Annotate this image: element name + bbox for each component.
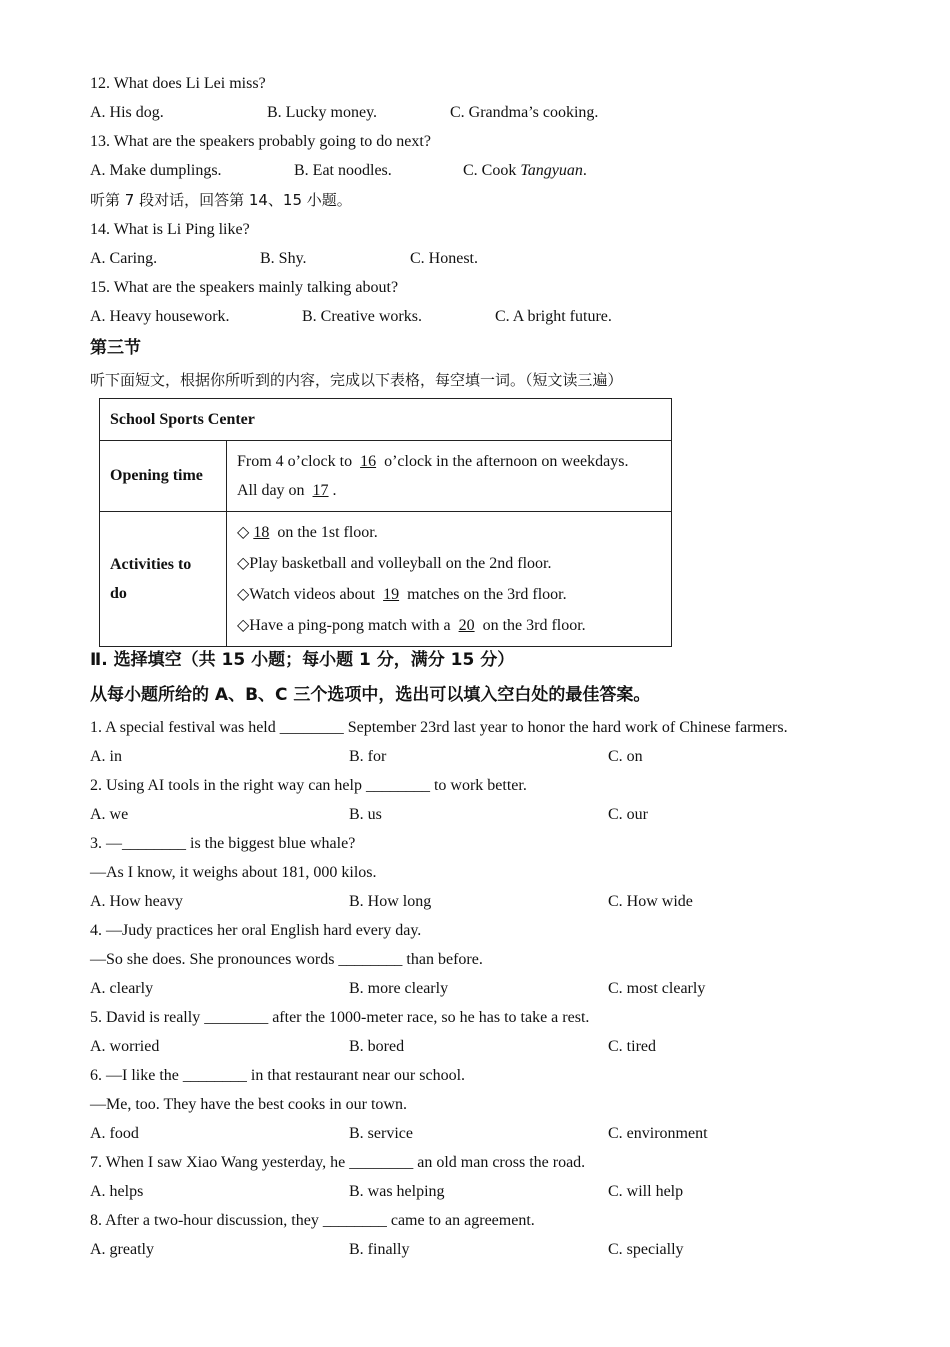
section-3-title: 第三节 xyxy=(90,338,141,358)
activities-cell xyxy=(227,512,672,647)
activities-label-line-2: do xyxy=(110,584,127,602)
opening-text-a: From 4 o’clock to xyxy=(237,452,357,470)
opening-line-1 xyxy=(237,452,661,472)
opening-time-cell xyxy=(227,441,672,512)
mc-options-2 xyxy=(90,805,850,825)
option-a: A. we xyxy=(90,806,129,823)
question-14: 14. What is Li Ping like? xyxy=(90,221,250,238)
option-a: A. greatly xyxy=(90,1241,154,1258)
option-c: C. our xyxy=(608,806,648,823)
mc-options-7 xyxy=(90,1182,850,1202)
activities-label-line-1: Activities to xyxy=(110,555,192,573)
question-12: 12. What does Li Lei miss? xyxy=(90,75,266,92)
sports-center-table xyxy=(99,398,672,647)
option-c: C. specially xyxy=(608,1241,684,1258)
question-13: 13. What are the speakers probably going to do next? xyxy=(90,133,431,150)
option-c: C. most clearly xyxy=(608,980,706,997)
option-a: A. Make dumplings. xyxy=(90,162,222,179)
option-b: B. more clearly xyxy=(349,980,449,997)
option-c: C. will help xyxy=(608,1183,684,1200)
option-c-tail: . xyxy=(582,162,587,179)
activity-2: ◇Play basketball and volleyball on the 2nd floor. xyxy=(237,554,552,572)
activity-3 xyxy=(237,585,661,605)
activity-4-text-a: ◇Have a ping-pong match with a xyxy=(237,616,455,634)
part-2-instruction: 从每小题所给的 A、B、C 三个选项中，选出可以填入空白处的最佳答案。 xyxy=(90,685,651,705)
mc-question-5: 5. David is really ________ after the 1000-meter race, so he has to take a rest. xyxy=(90,1009,590,1026)
option-a: A. in xyxy=(90,748,122,765)
mc-options-4 xyxy=(90,979,850,999)
activity-3-text-a: ◇Watch videos about xyxy=(237,585,380,603)
option-c: C. environment xyxy=(608,1125,708,1142)
activity-1 xyxy=(237,523,661,543)
option-a: A. food xyxy=(90,1125,139,1142)
mc-options-1 xyxy=(90,747,850,767)
option-c: C. on xyxy=(608,748,643,765)
option-c: C. Honest. xyxy=(410,250,478,267)
option-c: C. Grandma’s cooking. xyxy=(450,104,599,121)
activity-4-text-b: on the 3rd floor. xyxy=(478,616,586,634)
option-b: B. service xyxy=(349,1125,413,1142)
blank-17: 17 xyxy=(312,481,329,499)
option-b: B. bored xyxy=(349,1038,405,1055)
mc-options-6 xyxy=(90,1124,850,1144)
options-15 xyxy=(90,307,850,327)
mc-options-5 xyxy=(90,1037,850,1057)
blank-20: 20 xyxy=(458,616,475,634)
options-13 xyxy=(90,161,850,181)
mc-options-3 xyxy=(90,892,850,912)
opening-text-d: . xyxy=(332,481,337,499)
option-a: A. How heavy xyxy=(90,893,183,910)
mc-question-7: 7. When I saw Xiao Wang yesterday, he ________ an old man cross the road. xyxy=(90,1154,586,1171)
mc-question-6-line-2: —Me, too. They have the best cooks in our town. xyxy=(90,1096,407,1113)
mc-question-6: 6. —I like the ________ in that restaurant near our school. xyxy=(90,1067,466,1084)
option-c: C. How wide xyxy=(608,893,693,910)
mc-question-8: 8. After a two-hour discussion, they ________ came to an agreement. xyxy=(90,1212,535,1229)
option-c xyxy=(463,161,587,181)
option-c: C. tired xyxy=(608,1038,656,1055)
options-12 xyxy=(90,103,850,123)
mc-question-3-line-2: —As I know, it weighs about 181, 000 kilos. xyxy=(90,864,377,881)
option-b: B. us xyxy=(349,806,382,823)
option-a: A. Heavy housework. xyxy=(90,308,230,325)
question-15: 15. What are the speakers mainly talking about? xyxy=(90,279,399,296)
option-c-text: C. Cook xyxy=(463,162,521,179)
section-3-instruction: 听下面短文，根据你所听到的内容，完成以下表格，每空填一词。（短文读三遍） xyxy=(90,371,623,389)
opening-line-2 xyxy=(237,481,661,501)
part-2-title: Ⅱ. 选择填空（共 15 小题；每小题 1 分，满分 15 分） xyxy=(90,650,515,670)
instruction-dialogue-7: 听第 7 段对话，回答第 14、15 小题。 xyxy=(90,191,352,209)
option-a: A. clearly xyxy=(90,980,154,997)
option-c-italic: Tangyuan xyxy=(520,162,583,179)
blank-18: 18 xyxy=(253,523,270,541)
option-b: B. finally xyxy=(349,1241,410,1258)
mc-options-8 xyxy=(90,1240,850,1260)
option-b: B. Eat noodles. xyxy=(294,162,392,179)
option-a: A. worried xyxy=(90,1038,160,1055)
diamond-icon: ◇ xyxy=(237,523,250,541)
activity-1-text: on the 1st floor. xyxy=(273,523,378,541)
option-b: B. Lucky money. xyxy=(267,104,378,121)
option-c: C. A bright future. xyxy=(495,308,612,325)
option-a: A. His dog. xyxy=(90,104,164,121)
option-b: B. was helping xyxy=(349,1183,445,1200)
table-title: School Sports Center xyxy=(100,399,672,441)
mc-question-1: 1. A special festival was held ________ September 23rd last year to honor the hard work of Chinese farmers. xyxy=(90,719,788,736)
activities-label xyxy=(100,512,227,647)
mc-question-2: 2. Using AI tools in the right way can help ________ to work better. xyxy=(90,777,527,794)
blank-19: 19 xyxy=(383,585,400,603)
opening-time-label: Opening time xyxy=(100,441,227,512)
blank-16: 16 xyxy=(360,452,377,470)
mc-question-4-line-2: —So she does. She pronounces words ________ than before. xyxy=(90,951,483,968)
option-b: B. How long xyxy=(349,893,432,910)
option-a: A. Caring. xyxy=(90,250,158,267)
mc-question-4: 4. —Judy practices her oral English hard every day. xyxy=(90,922,422,939)
mc-question-3: 3. —________ is the biggest blue whale? xyxy=(90,835,356,852)
options-14 xyxy=(90,249,850,269)
opening-text-b: o’clock in the afternoon on weekdays. xyxy=(380,452,629,470)
option-b: B. Shy. xyxy=(260,250,307,267)
activity-4 xyxy=(237,616,661,636)
option-a: A. helps xyxy=(90,1183,144,1200)
activity-3-text-b: matches on the 3rd floor. xyxy=(403,585,567,603)
option-b: B. for xyxy=(349,748,387,765)
option-b: B. Creative works. xyxy=(302,308,422,325)
opening-text-c: All day on xyxy=(237,481,309,499)
